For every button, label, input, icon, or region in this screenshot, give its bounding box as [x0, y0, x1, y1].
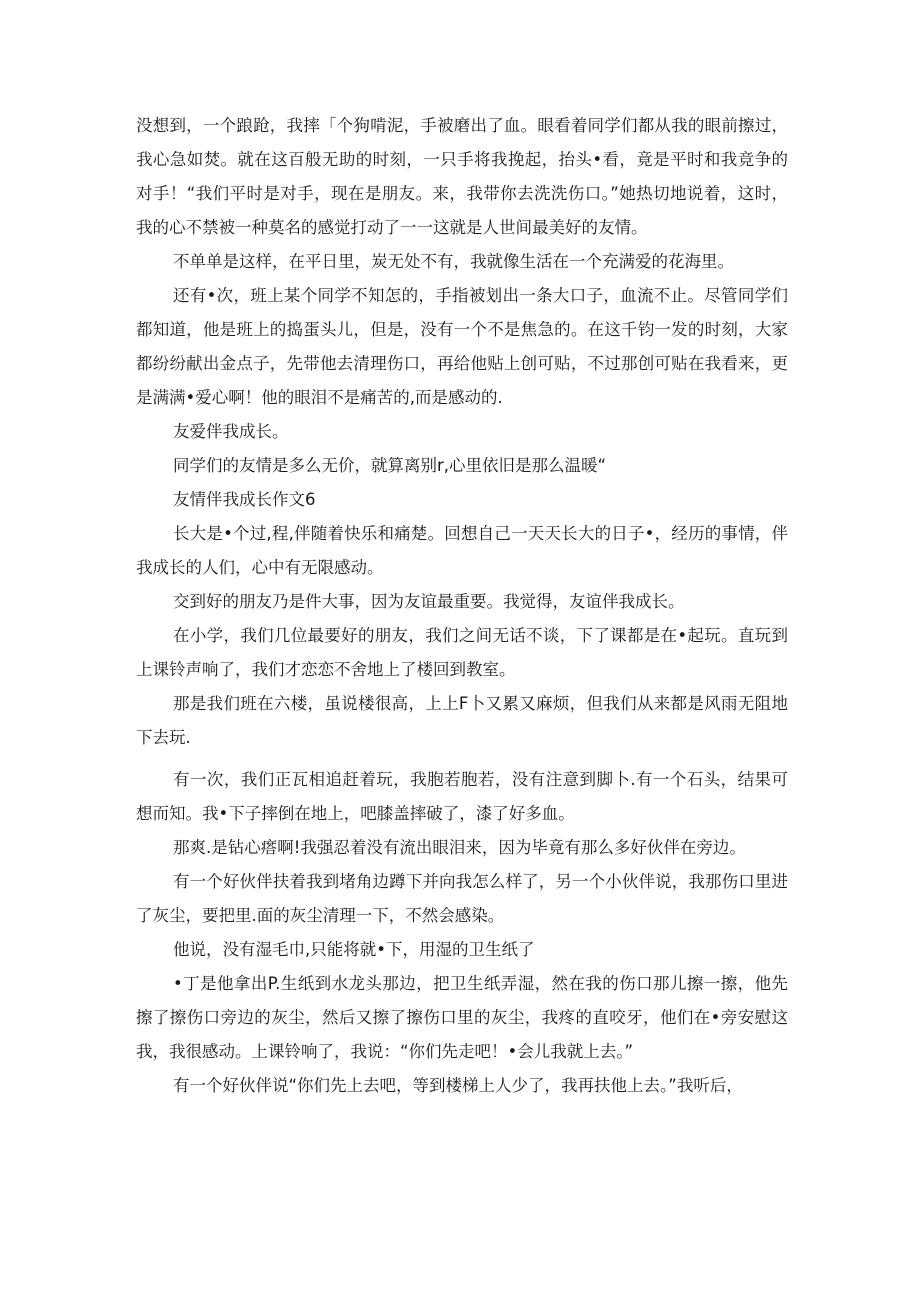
essay-title: 友情伴我成长作文6	[173, 490, 316, 509]
paragraph: 友爱伴我成长。	[173, 422, 289, 441]
paragraph: 长大是•个过,程,伴随着快乐和痛楚。回想自己一天天长大的日子•，经历的事情，伴我成长的人们，心中有无限感动。	[136, 524, 788, 577]
essay-body	[136, 109, 788, 1103]
paragraph: 交到好的朋友乃是件大事，因为友谊最重要。我觉得，友谊伴我成长。	[173, 592, 685, 611]
paragraph: •丁是他拿出P.生纸到水龙头那边，把卫生纸弄湿，然在我的伤口那儿擦一擦，他先擦了擦伤口旁边的灰尘，然后又擦了擦伤口里的灰尘，我疼的直咬牙，他们在•旁安慰这我，我很感动。上课铃响了，我说：“你们先走吧！•会儿我就上去。”	[136, 974, 788, 1061]
paragraph: 没想到，一个踉跄，我摔「个狗啃泥，手被磨出了血。眼看着同学们都从我的眼前擦过，我心急如焚。就在这百般无助的时刻，一只手将我挽起，抬头•看，竟是平时和我竞争的对手！“我们平时是对手，现在是朋友。来，我带你去洗洗伤口。”她热切地说着，这时，我的心不禁被一种莫名的感觉打动了一一这就是人世间最美好的友情。	[136, 116, 788, 237]
paragraph: 那是我们班在六楼，虽说楼很高，上上F卜又累又麻烦，但我们从来都是风雨无阻地下去玩.	[136, 694, 788, 747]
paragraph: 不单单是这样，在平日里，炭无处不有，我就像生活在一个充满爱的花海里。	[173, 252, 734, 271]
paragraph: 有一个好伙伴扶着我到堵角边蹲下并向我怎么样了，另一个小伙伴说，我那伤口里进了灰尘，要把里.面的灰尘清理一下，不然会感染。	[136, 872, 788, 925]
paragraph: 那爽.是钻心瘩啊!我强忍着没有流出眼泪来，因为毕竟有那么多好伙伴在旁边。	[173, 838, 746, 857]
paragraph: 有一次，我们正瓦相追赶着玩，我胞若胞若，没有注意到脚卜.有一个石头，结果可想而知。我•下子摔倒在地上，吧膝盖摔破了，漆了好多血。	[136, 770, 788, 823]
paragraph: 有一个好伙伴说“你们先上去吧，等到楼梯上人少了，我再扶他上去。”我听后，	[173, 1076, 743, 1095]
paragraph: 他说，没有湿毛巾,只能将就•下，用湿的卫生纸了	[173, 940, 535, 959]
paragraph: 还有•次，班上某个同学不知怎的，手指被划出一条大口子，血流不止。尽管同学们都知道，他是班上的捣蛋头儿，但是，没有一个不是焦急的。在这千钧一发的时刻，大家都纷纷献出金点子，先带他去清理伤口，再给他贴上创可贴，不过那创可贴在我看来，更是满满•爱心啊！他的眼泪不是痛苦的,而是感动的.	[136, 286, 788, 407]
paragraph: 同学们的友情是多么无价，就算离别r,心里依旧是那么温暖“	[173, 456, 607, 475]
paragraph: 在小学，我们几位最要好的朋友，我们之间无话不谈，下了课都是在•起玩。直玩到上课铃声响了，我们才恋恋不舍地上了楼回到教室。	[136, 626, 788, 679]
